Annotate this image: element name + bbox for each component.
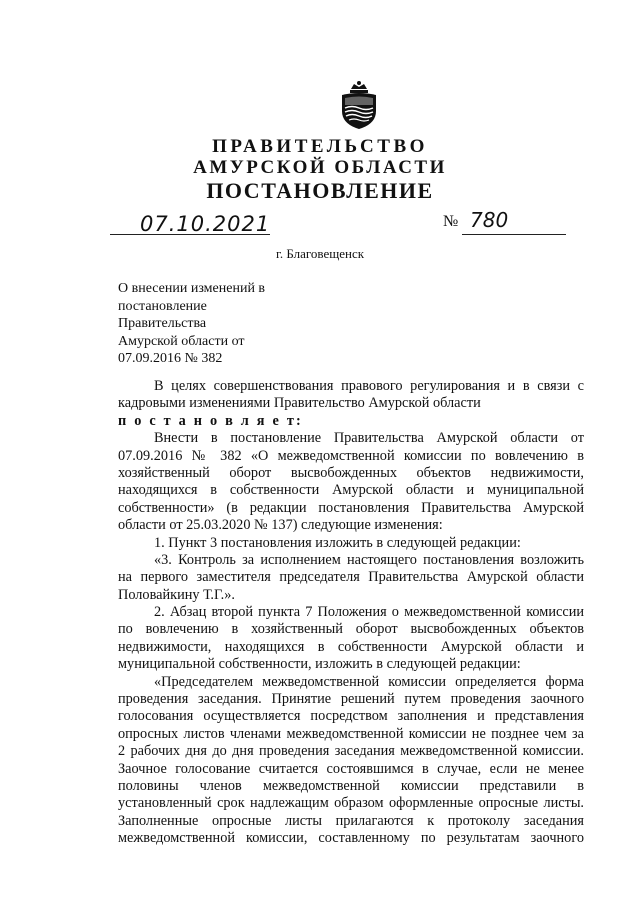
body-line: собственности» (в редакции постановления Правительства Амурской — [118, 499, 584, 516]
body-line: Заполненные опросные листы прилагаются к протоколу заседания — [118, 812, 584, 829]
body-line: муниципальной собственности, изложить в следующей редакции: — [118, 656, 521, 673]
body-line: голосования осуществляется посредством заполнения и представления — [118, 708, 584, 725]
organization-line-2: АМУРСКОЙ ОБЛАСТИ — [193, 157, 447, 178]
resolution-keyword: п о с т а н о в л я е т: — [118, 412, 304, 429]
document-number: 780 — [470, 208, 509, 232]
subject-line: Амурской области от — [118, 333, 245, 349]
subject-line: постановление — [118, 298, 207, 314]
coat-of-arms-emblem — [336, 80, 382, 130]
subject-line: 07.09.2016 № 382 — [118, 351, 223, 366]
body-line: недвижимости, находящихся в собственности Амурской области и — [118, 638, 584, 655]
body-line: проведения заседания. Принятие решений путем проведения заочного — [118, 691, 584, 708]
subject-line: Правительства — [118, 316, 207, 331]
body-line: установленный срок надлежащим образом оформленные опросные листы. — [118, 795, 584, 812]
body-line: 1. Пункт 3 постановления изложить в следующей редакции: — [154, 534, 521, 551]
subject-line: О внесении изменений в — [118, 281, 266, 296]
body-line: «Председателем межведомственной комиссии определяется форма — [154, 673, 584, 690]
body-line: «3. Контроль за исполнением настоящего постановления возложить — [154, 551, 584, 568]
document-date: 07.10.2021 — [140, 212, 271, 236]
body-line: Половайкину Т.Г.». — [118, 586, 235, 603]
body-line: кадровыми изменениями Правительство Амурской области — [118, 395, 481, 412]
body-line: 07.09.2016 № 382 «О межведомственной комиссии по вовлечению в — [118, 447, 584, 464]
body-line: половины членов межведомственной комиссии представили в — [118, 777, 584, 794]
organization-line-1: ПРАВИТЕЛЬСТВО — [212, 136, 428, 157]
body-line: В целях совершенствования правового регулирования и в связи с — [154, 378, 584, 394]
body-line: на первого заместителя председателя Правительства Амурской области — [118, 569, 584, 586]
number-underline — [462, 234, 566, 235]
body-line: 2. Абзац второй пункта 7 Положения о межведомственной комиссии — [154, 604, 584, 621]
body-line: опросных листов членами межведомственной комиссии не позднее чем за — [118, 725, 584, 742]
document-body — [118, 378, 584, 848]
date-underline — [110, 234, 270, 235]
number-label: № — [443, 213, 459, 230]
body-line: Заочное голосование считается состоявшимся в случае, если не менее — [118, 760, 584, 777]
document-type-title: ПОСТАНОВЛЕНИЕ — [206, 178, 434, 203]
city-line: г. Благовещенск — [275, 246, 365, 261]
body-line: по вовлечению в хозяйственный оборот высвобожденных объектов — [118, 621, 584, 638]
body-line: Внести в постановление Правительства Амурской области от — [154, 430, 584, 447]
body-line: хозяйственный оборот высвобожденных объектов недвижимости, — [118, 464, 584, 481]
body-line: 2 рабочих дня до дня проведения заседания межведомственной комиссии. — [118, 743, 584, 760]
document-subject — [118, 280, 308, 368]
body-line: области от 25.03.2020 № 137) следующие изменения: — [118, 517, 443, 534]
body-line: межведомственной комиссии, составленному по результатам заочного — [118, 830, 584, 847]
body-line: находящихся в собственности Амурской области и муниципальной — [118, 482, 584, 499]
